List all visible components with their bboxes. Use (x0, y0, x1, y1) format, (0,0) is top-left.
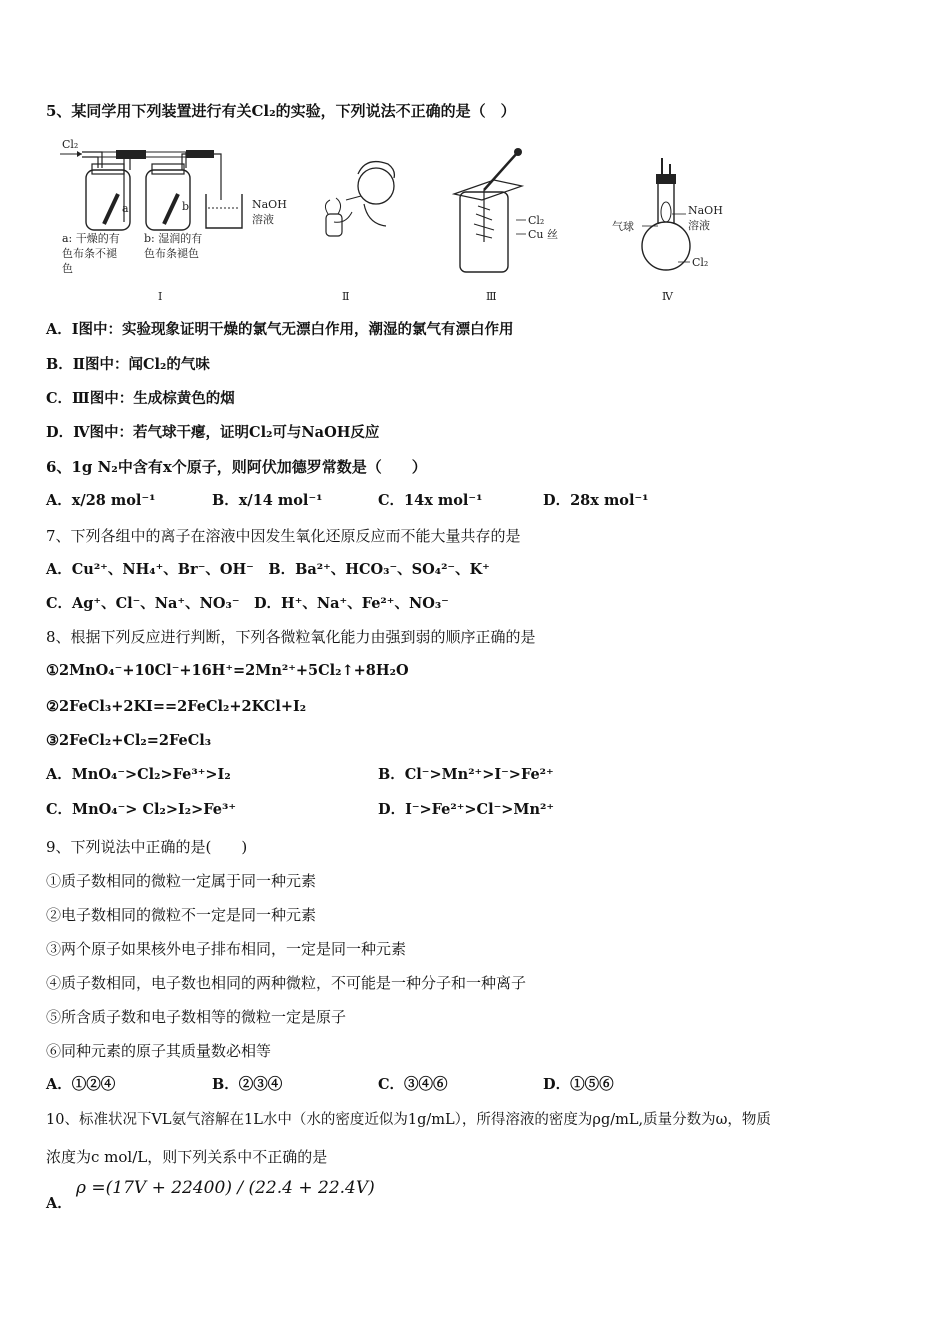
q10-stem-line-2: 浓度为c mol/L，则下列关系中不正确的是 (46, 1148, 328, 1166)
figure-4-flask-balloon (612, 158, 723, 270)
fig4-solution-label: 溶液 (688, 219, 710, 232)
q7-options-line-2: C．Ag⁺、Cl⁻、Na⁺、NO₃⁻ D．H⁺、Na⁺、Fe²⁺、NO₃⁻ (46, 595, 449, 612)
q9-option-a: A．①②④ (46, 1076, 116, 1093)
figure-2-smelling (325, 162, 394, 236)
figure-1-apparatus (60, 138, 287, 275)
q8-reaction-2: ②2FeCl₃+2KI==2FeCl₂+2KCl+I₂ (46, 698, 307, 715)
q6-stem: 6、1g N₂中含有x个原子，则阿伏加德罗常数是（ ） (46, 458, 427, 476)
q5-stem: 5、某同学用下列装置进行有关Cl₂的实验，下列说法不正确的是（ ） (46, 102, 516, 120)
fig4-balloon-label: 气球 (612, 220, 634, 233)
fig1-a-label: a (122, 202, 129, 215)
fig3-cu-label: Cu 丝 (528, 228, 558, 241)
q6-option-d: D．28x mol⁻¹ (543, 492, 649, 509)
fig3-cl2-label: Cl₂ (528, 214, 545, 227)
fig4-naoh-label: NaOH (688, 204, 723, 217)
fig1-a-caption-1: a: 干燥的有 (62, 232, 120, 245)
fig1-naoh-label: NaOH (252, 198, 287, 211)
roman-2: Ⅱ (342, 290, 350, 303)
q8-option-d: D．I⁻>Fe²⁺>Cl⁻>Mn²⁺ (378, 801, 554, 818)
q10-option-a-formula: ρ =(17V + 22400) / (22.4 + 22.4V) (76, 1178, 375, 1198)
q9-stem: 9、下列说法中正确的是( ) (46, 838, 248, 856)
q9-item-5: ⑤所含质子数和电子数相等的微粒一定是原子 (46, 1008, 347, 1026)
q5-option-c: C．Ⅲ图中：生成棕黄色的烟 (46, 390, 235, 407)
q6-option-c: C．14x mol⁻¹ (378, 492, 483, 509)
fig1-b-caption-2: 色布条褪色 (144, 247, 199, 260)
q9-item-6: ⑥同种元素的原子其质量数必相等 (46, 1042, 272, 1060)
roman-3: Ⅲ (486, 290, 497, 303)
q5-option-d: D．Ⅳ图中：若气球干瘪，证明Cl₂可与NaOH反应 (46, 424, 380, 441)
q5-option-b: B．Ⅱ图中：闻Cl₂的气味 (46, 356, 210, 373)
q9-option-c: C．③④⑥ (378, 1076, 448, 1093)
q9-item-3: ③两个原子如果核外电子排布相同，一定是同一种元素 (46, 940, 407, 958)
q8-option-b: B．Cl⁻>Mn²⁺>I⁻>Fe²⁺ (378, 766, 554, 783)
q6-option-b: B．x/14 mol⁻¹ (212, 492, 323, 509)
fig1-a-caption-2: 色布条不褪 (62, 247, 117, 260)
q7-options-line-1: A．Cu²⁺、NH₄⁺、Br⁻、OH⁻ B．Ba²⁺、HCO₃⁻、SO₄²⁻、K⁺ (46, 561, 490, 578)
q10-stem-line-1: 10、标准状况下VL氨气溶解在1L水中（水的密度近似为1g/mL），所得溶液的密度为ρg/mL,质量分数为ω，物质 (46, 1112, 771, 1128)
fig1-b-label: b (182, 200, 190, 213)
q9-item-4: ④质子数相同，电子数也相同的两种微粒，不可能是一种分子和一种离子 (46, 974, 527, 992)
figure-3-cu-burning (454, 148, 558, 272)
q8-option-a: A．MnO₄⁻>Cl₂>Fe³⁺>I₂ (46, 766, 231, 783)
fig4-cl2-label: Cl₂ (692, 256, 709, 269)
roman-1: Ⅰ (158, 290, 163, 303)
q8-reaction-3: ③2FeCl₂+Cl₂=2FeCl₃ (46, 732, 212, 749)
fig1-a-caption-3: 色 (62, 262, 73, 275)
q10-option-a-label: A． (46, 1195, 72, 1212)
q9-item-2: ②电子数相同的微粒不一定是同一种元素 (46, 906, 317, 924)
q9-option-d: D．①⑤⑥ (543, 1076, 614, 1093)
q5-option-a: A．Ⅰ图中：实验现象证明干燥的氯气无漂白作用，潮湿的氯气有漂白作用 (46, 321, 514, 338)
q8-reaction-1: ①2MnO₄⁻+10Cl⁻+16H⁺=2Mn²⁺+5Cl₂↑+8H₂O (46, 662, 409, 679)
q9-item-1: ①质子数相同的微粒一定属于同一种元素 (46, 872, 317, 890)
q8-stem: 8、根据下列反应进行判断，下列各微粒氧化能力由强到弱的顺序正确的是 (46, 628, 536, 646)
fig1-cl2-label: Cl₂ (62, 138, 79, 151)
q8-option-c: C．MnO₄⁻> Cl₂>I₂>Fe³⁺ (46, 801, 237, 818)
q6-option-a: A．x/28 mol⁻¹ (46, 492, 156, 509)
fig1-b-caption-1: b: 湿润的有 (144, 232, 203, 245)
roman-4: Ⅳ (662, 290, 673, 303)
q5-apparatus-figure (46, 134, 746, 306)
fig1-solution-label: 溶液 (252, 213, 274, 226)
q7-stem: 7、下列各组中的离子在溶液中因发生氧化还原反应而不能大量共存的是 (46, 527, 521, 545)
q9-option-b: B．②③④ (212, 1076, 283, 1093)
